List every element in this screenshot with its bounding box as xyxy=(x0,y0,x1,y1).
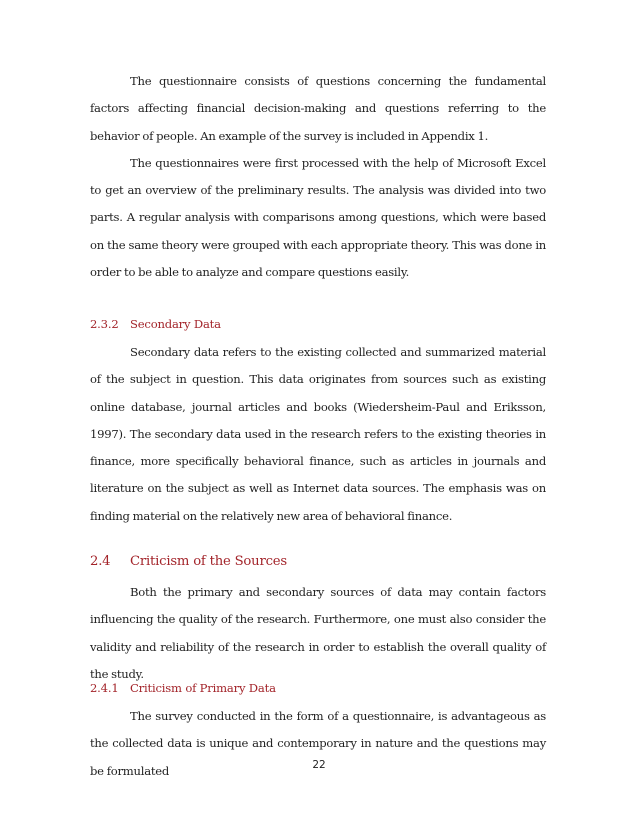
body-block-2 xyxy=(90,339,546,530)
paragraph-criticism-sources: Both the primary and secondary sources of data may contain factors influencing the quality of the research. Furthermore, one must also consider the validity and reliability of the research in order to establish the overall quality of the study. xyxy=(90,585,546,681)
heading-number: 2.4.1 xyxy=(90,681,119,695)
page-number: 22 xyxy=(312,759,326,771)
body-block-3 xyxy=(90,579,546,688)
heading-title: Criticism of the Sources xyxy=(130,554,287,569)
paragraph-primary-data: The survey conducted in the form of a questionnaire, is advantageous as the collected data is unique and contemporary in nature and the questions may be formulated xyxy=(90,709,546,778)
heading-number: 2.4 xyxy=(90,554,111,569)
heading-criticism-primary-data xyxy=(90,681,276,695)
heading-secondary-data xyxy=(90,317,221,331)
paragraph-questionnaire-content: The questionnaire consists of questions concerning the fundamental factors affecting financial decision-making and questions referring to the behavior of people. An example of the survey is included in Appendix 1. xyxy=(90,74,546,143)
paragraph-questionnaire-processing: The questionnaires were first processed with the help of Microsoft Excel to get an overview of the preliminary results. The analysis was divided into two parts. A regular analysis with comparisons among questions, which were based on the same theory were grouped with each appropriate theory. This was done in order to be able to analyze and compare questions easily. xyxy=(90,155,546,280)
heading-title: Secondary Data xyxy=(130,317,221,331)
body-block-4 xyxy=(90,703,546,785)
body-block-1 xyxy=(90,68,546,286)
heading-criticism-of-sources xyxy=(90,554,287,569)
paragraph-secondary-data: Secondary data refers to the existing collected and summarized material of the subject in question. This data originates from sources such as existing online database, journal articles and books (Wiedersheim-Paul and Eriksson, 1997). The secondary data used in the research refers to the existing theories in finance, more specifically behavioral finance, such as articles in journals and literature on the subject as well as Internet data sources. The emphasis was on finding material on the relatively new area of behavioral finance. xyxy=(90,345,546,523)
heading-number: 2.3.2 xyxy=(90,317,119,331)
heading-title: Criticism of Primary Data xyxy=(130,681,276,695)
